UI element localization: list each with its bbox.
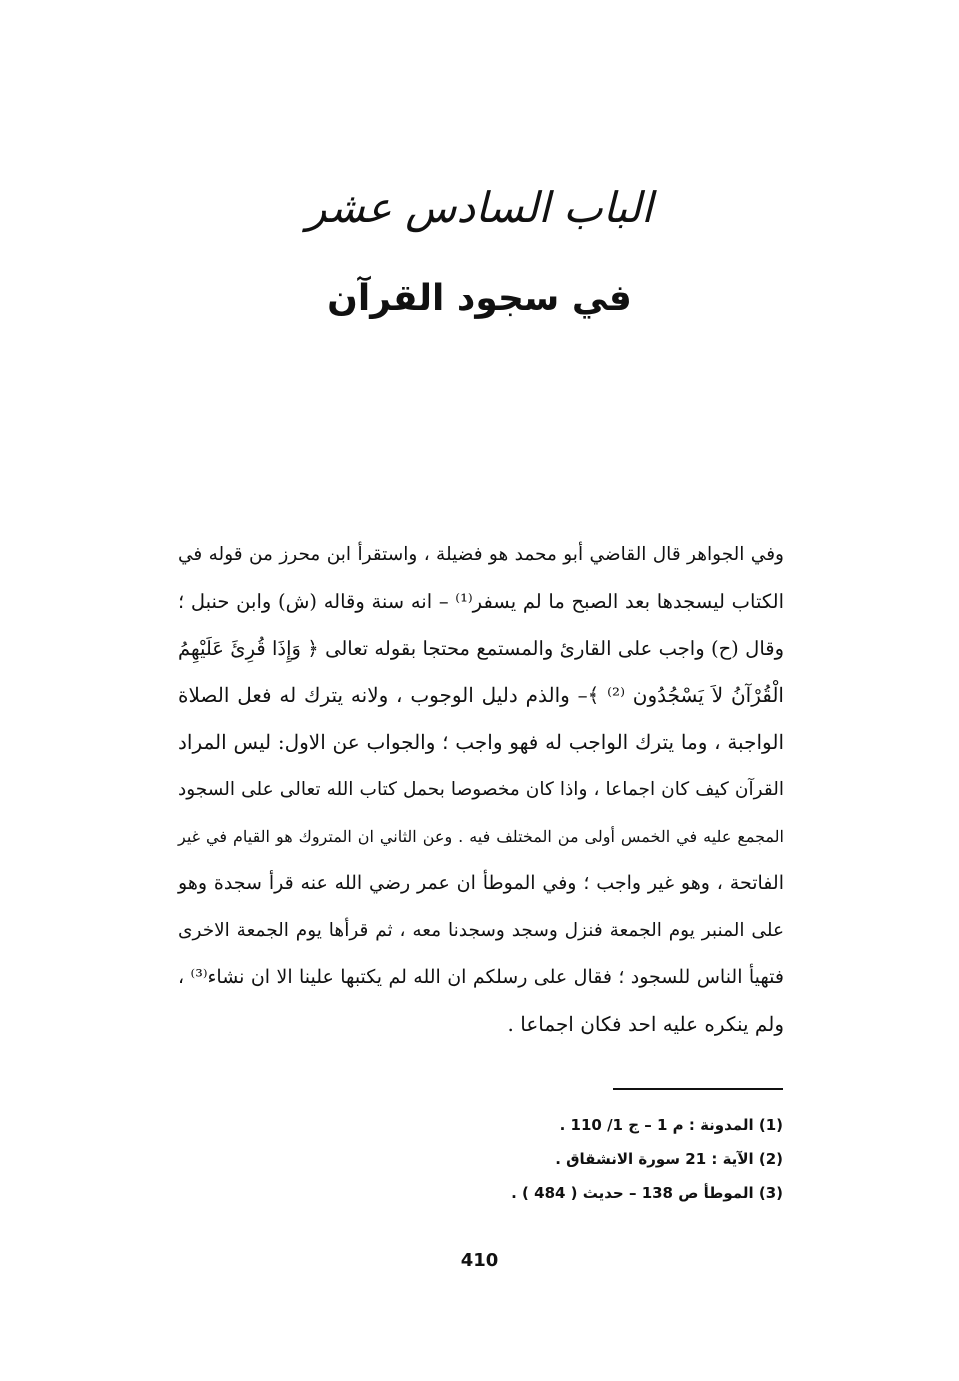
body-line: ولم ينكره عليه احد فكان اجماعا .	[507, 1012, 784, 1036]
body-paragraph	[178, 531, 784, 1048]
chapter-subtitle: في سجود القرآن	[327, 278, 632, 319]
page-number: 410	[460, 1250, 499, 1271]
chapter-title: الباب السادس عشر	[306, 183, 653, 232]
body-line: القرآن كيف كان اجماعا ، واذا كان مخصوصا بحمل كتاب الله تعالى على السجود	[178, 779, 784, 800]
footnote-item: (2) الآية : 21 سورة الانشقاق .	[555, 1150, 783, 1168]
body-line: الْقُرْآنُ لاَ يَسْجُدُون ⁽²⁾ ﴾– والذم دليل الوجوب ، ولانه يترك له فعل الصلاة	[178, 683, 784, 707]
footnote-divider	[613, 1088, 783, 1090]
body-line: فتهيأ الناس للسجود ؛ فقال على رسلكم ان الله لم يكتبها علينا الا ان نشاء⁽³⁾ ،	[178, 966, 784, 988]
body-line: على المنبر يوم الجمعة فنزل وسجد وسجدنا معه ، ثم قرأها يوم الجمعة الاخرى	[178, 920, 784, 941]
body-line: وقال (ح) واجب على القارئ والمستمع محتجا بقوله تعالى ﴿ وَإِذَا قُرِئَ عَلَيْهِمُ	[178, 637, 784, 660]
body-line: الواجبة ، وما يترك الواجب له فهو واجب ؛ والجواب عن الاول: ليس المراد	[178, 730, 784, 754]
footnote-item: (3) الموطأ ص 138 – حديث ( 484 ) .	[511, 1184, 783, 1202]
footnote-item: (1) المدونة : م 1 – ج 1/ 110 .	[559, 1116, 783, 1134]
body-line: وفي الجواهر قال القاضي أبو محمد هو فضيلة ، واستقرأ ابن محرز من قوله في	[178, 544, 784, 565]
footnotes	[440, 1108, 783, 1210]
body-line: الكتاب ليسجدها بعد الصبح ما لم يسفر⁽¹⁾ – انه سنة وقاله (ش) وابن حنبل ؛	[178, 590, 784, 613]
body-line: الفاتحة ، وهو غير واجب ؛ وفي الموطأ ان عمر رضي الله عنه قرأ سجدة وهو	[178, 872, 784, 894]
body-line: المجمع عليه في الخمس أولى من المختلف فيه . وعن الثاني ان المتروك هو القيام في غير	[178, 827, 784, 846]
